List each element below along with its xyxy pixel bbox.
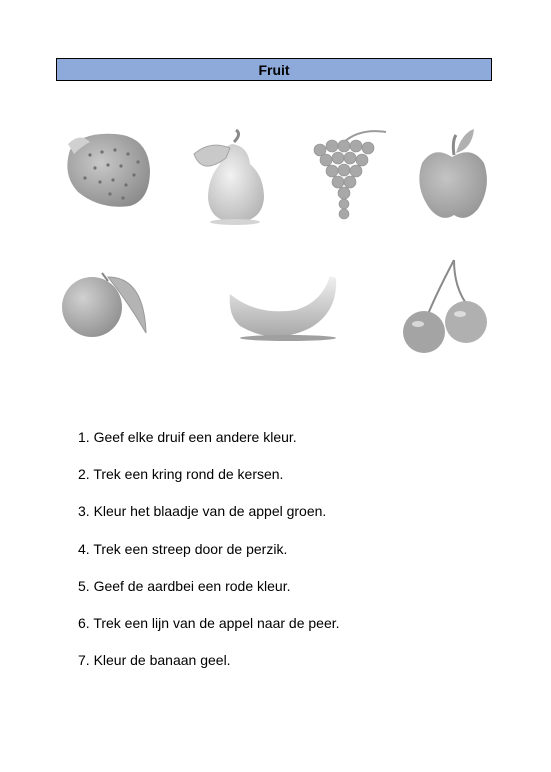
peach-icon <box>58 265 150 339</box>
list-item: 2. Trek een kring rond de kersen. <box>78 466 284 483</box>
pear-icon <box>190 128 270 226</box>
list-item: 1. Geef elke druif een andere kleur. <box>78 429 297 445</box>
list-item: 4. Trek een streep door de perzik. <box>78 540 288 557</box>
banana-icon <box>226 272 344 344</box>
strawberry-icon <box>60 130 155 210</box>
cherries-icon <box>398 258 493 356</box>
apple-icon <box>416 127 491 223</box>
page-title: Fruit <box>56 58 492 81</box>
list-item: 3. Kleur het blaadje van de appel groen. <box>78 503 327 520</box>
grapes-icon <box>310 128 390 222</box>
list-item: 7. Kleur de banaan geel. <box>78 652 231 669</box>
list-item: 5. Geef de aardbei een rode kleur. <box>78 577 291 594</box>
list-item: 6. Trek een lijn van de appel naar de peer. <box>78 614 340 631</box>
instruction-list <box>78 429 340 689</box>
